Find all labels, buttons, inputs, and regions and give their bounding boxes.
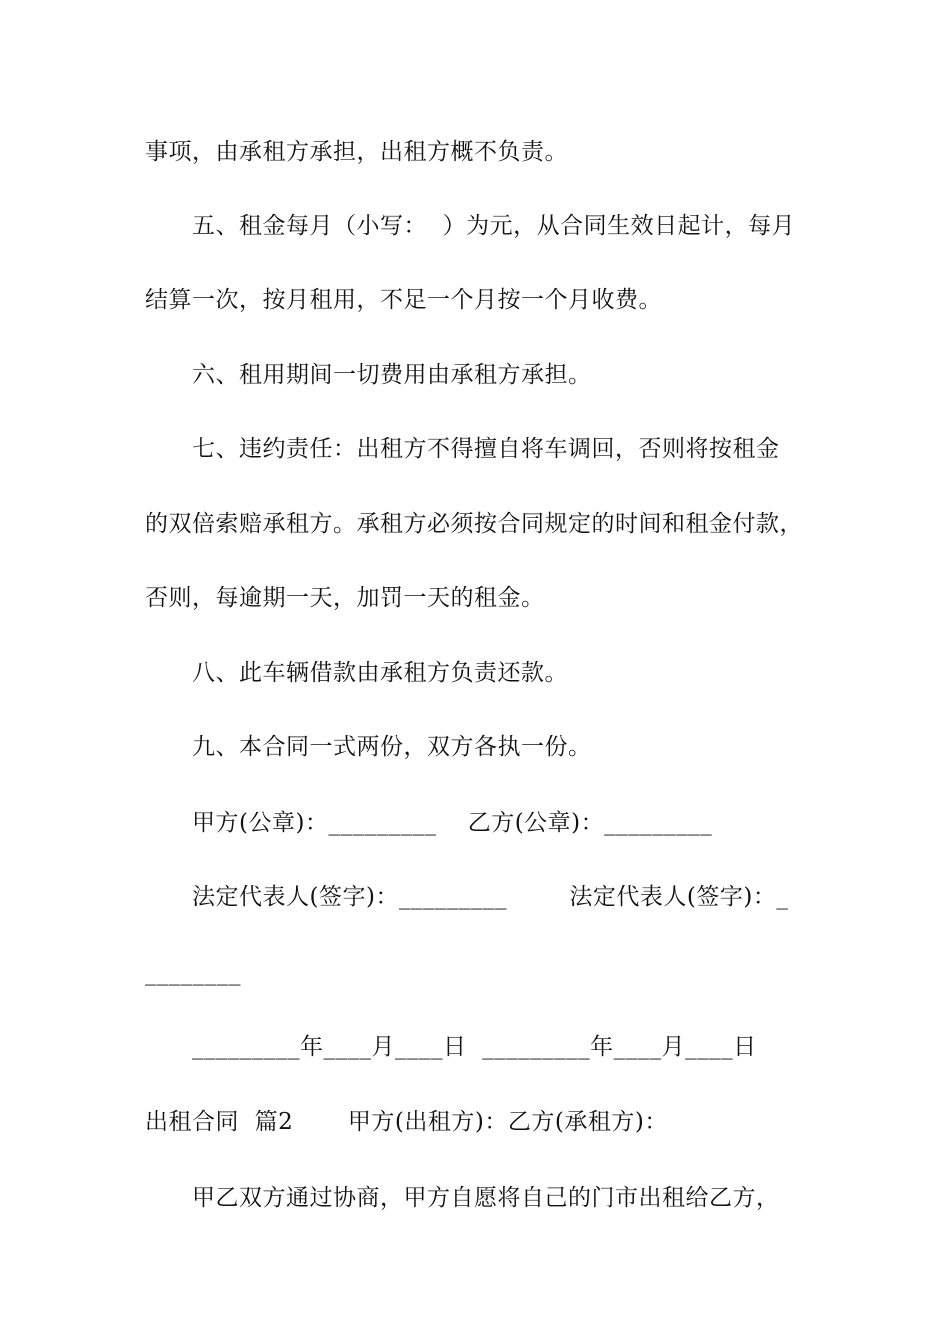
clause-6-line: 六、租用期间一切费用由承租方承担。: [192, 362, 592, 388]
clause-7-line: 七、违约责任：出租方不得擅自将车调回，否则将按租金: [192, 436, 780, 462]
text-line: 甲乙双方通过协商，甲方自愿将自己的门市出租给乙方，: [192, 1185, 780, 1211]
text-line: 的双倍索赔承租方。承租方必须按合同规定的时间和租金付款，: [145, 511, 803, 537]
clause-9-line: 九、本合同一式两份，双方各执一份。: [192, 734, 592, 760]
party-seal-line: 甲方(公章)：_________ 乙方(公章)：_________: [192, 810, 713, 836]
clause-5-line: 五、租金每月（小写： ）为元，从合同生效日起计，每月: [192, 213, 796, 239]
text-line: 事项，由承租方承担，出租方概不负责。: [145, 139, 568, 165]
text-line: 否则，每逾期一天，加罚一天的租金。: [145, 585, 545, 611]
representative-signature-line: 法定代表人(签字)：_________ 法定代表人(签字)：_: [192, 884, 789, 910]
text-line: 结算一次，按月租用，不足一个月按一个月收费。: [145, 287, 662, 313]
contract-heading-line: 出租合同 篇2 甲方(出租方)：乙方(承租方)：: [145, 1109, 668, 1135]
clause-8-line: 八、此车辆借款由承租方负责还款。: [192, 660, 568, 686]
signature-blank-continuation: ________: [145, 960, 241, 986]
date-line: _________年____月____日 _________年____月____日: [192, 1034, 757, 1060]
